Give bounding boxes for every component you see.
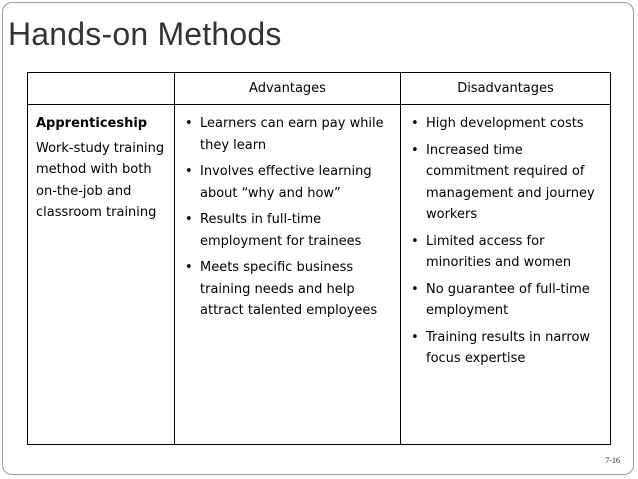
list-item: • Learners can earn pay while they learn	[183, 113, 394, 156]
advantages-cell	[175, 105, 401, 445]
header-disadvantages: Disadvantages	[401, 73, 611, 105]
list-item: • Results in full-time employment for trainees	[183, 209, 394, 252]
list-item: • No guarantee of full-time employment	[409, 279, 604, 322]
table-header-row	[28, 73, 611, 105]
header-advantages: Advantages	[175, 73, 401, 105]
method-name: Apprenticeship	[36, 116, 148, 131]
disadvantages-list	[409, 113, 604, 370]
list-item: • Training results in narrow focus expertise	[409, 327, 604, 370]
method-description: Work-study training method with both on-the-job and classroom training	[36, 140, 165, 220]
list-item: • Limited access for minorities and women	[409, 231, 604, 274]
list-item: • Increased time commitment required of management and journey workers	[409, 140, 604, 226]
list-item: • Meets specific business training needs and help attract talented employees	[183, 257, 394, 322]
list-item: • Involves effective learning about “why and how”	[183, 161, 394, 204]
advantages-list	[183, 113, 394, 322]
method-cell	[28, 105, 175, 445]
disadvantages-cell	[401, 105, 611, 445]
header-method	[28, 73, 175, 105]
methods-table	[27, 72, 611, 445]
list-item: • High development costs	[409, 113, 604, 135]
page-number: 7-16	[605, 456, 620, 465]
slide-title: Hands-on Methods	[8, 16, 282, 52]
table-row	[28, 105, 611, 445]
